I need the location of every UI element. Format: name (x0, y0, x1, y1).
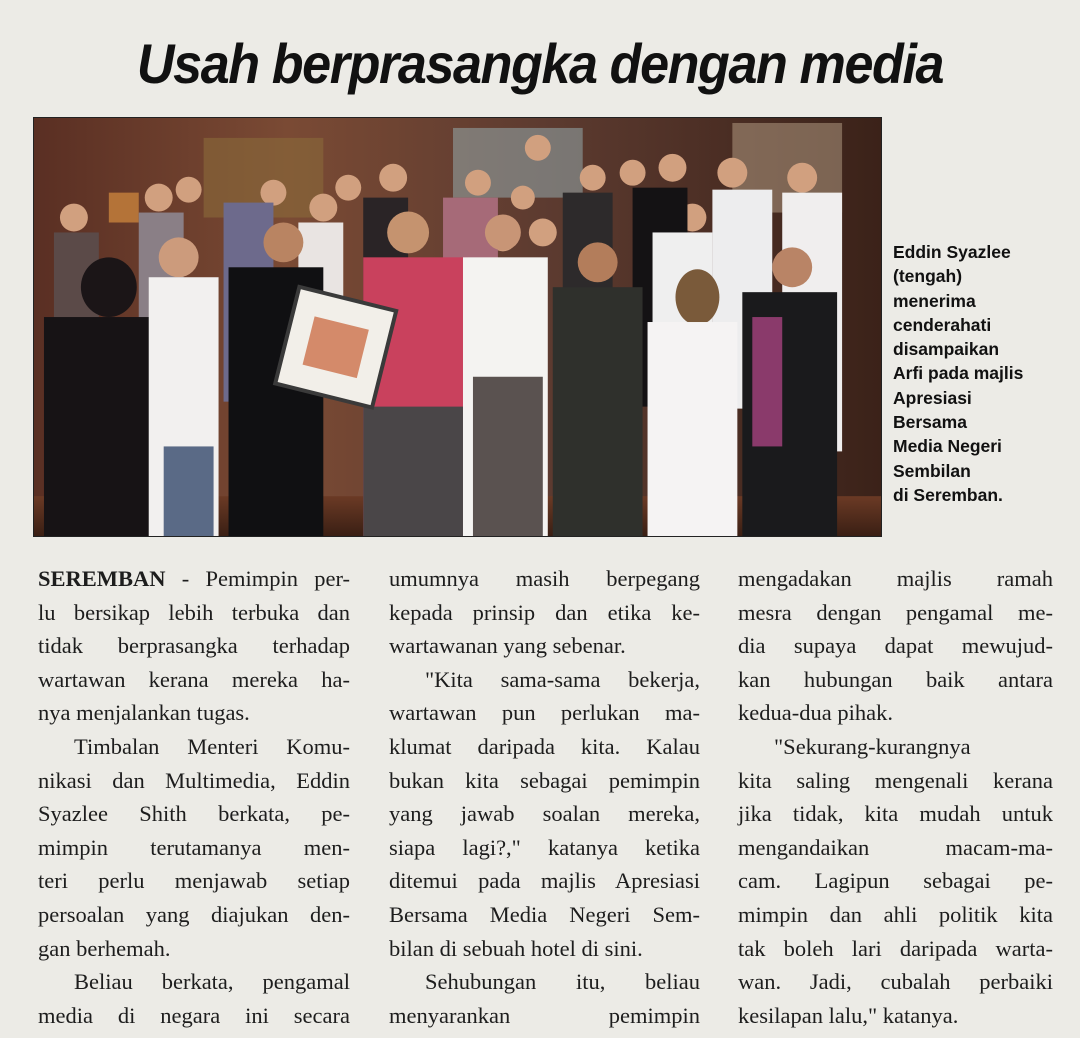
text-line: mengadakan majlis ramah (738, 566, 1053, 591)
text-line: kita saling mengenali kerana (738, 767, 1053, 793)
caption-line: Sembilan (893, 460, 971, 481)
text-line: klumat daripada kita. Kalau (389, 733, 700, 759)
text-line: nya menjalankan tugas. (38, 700, 250, 726)
text-line: wartawan pun perlukan ma- (389, 700, 700, 726)
article-column-1 (38, 562, 350, 1032)
text-line: mengandaikan macam-ma- (738, 834, 1053, 860)
text-line: teri perlu menjawab setiap (38, 868, 350, 894)
text-line: dia supaya dapat mewujud- (738, 633, 1053, 659)
text-line: ditemui pada majlis Apresiasi (389, 868, 700, 894)
text-line: tidak berprasangka terhadap (38, 633, 350, 659)
text-line: cam. Lagipun sebagai pe- (738, 868, 1053, 894)
text-line: kan hubungan baik antara (738, 666, 1053, 692)
text-line: wartawanan yang sebenar. (389, 633, 626, 659)
text-line: bukan kita sebagai pemimpin (389, 767, 700, 793)
text-line: lu bersikap lebih terbuka dan (38, 599, 350, 625)
text-line: persoalan yang diajukan den- (38, 901, 350, 927)
caption-line: Apresiasi (893, 387, 972, 408)
text-line (38, 562, 350, 596)
text-line: umumnya masih berpegang (389, 566, 700, 591)
text-line: Beliau berkata, pengamal (74, 969, 350, 995)
text-line: jika tidak, kita mudah untuk (738, 801, 1053, 827)
group-photo-image (34, 118, 881, 536)
caption-line: cenderahati (893, 314, 992, 335)
text-line: mesra dengan pengamal me- (738, 599, 1053, 625)
text-line: yang jawab soalan mereka, (389, 801, 700, 827)
caption-line: Media Negeri (893, 436, 1002, 457)
text-line: tak boleh lari daripada warta- (738, 935, 1053, 961)
text-line: wan. Jadi, cubalah perbaiki (738, 969, 1053, 995)
text-line: menyarankan pemimpin (389, 1002, 700, 1028)
text-line: nikasi dan Multimedia, Eddin (38, 767, 350, 793)
text-line: mimpin dan ahli politik kita (738, 901, 1053, 927)
article-column-3 (738, 562, 1053, 1032)
text-line: kepada prinsip dan etika ke- (389, 599, 700, 625)
text-line: bilan di sebuah hotel di sini. (389, 935, 643, 961)
caption-line: (tengah) (893, 266, 963, 287)
text-line: kedua-dua pihak. (738, 700, 893, 726)
text-line: "Kita sama-sama bekerja, (425, 666, 700, 692)
caption-line: di Seremban. (893, 484, 1003, 505)
text-line: media di negara ini secara (38, 1002, 350, 1028)
photo-caption (893, 240, 1075, 507)
caption-line: Eddin Syazlee (893, 242, 1011, 262)
article-column-2 (389, 562, 700, 1032)
text-line: kesilapan lalu," katanya. (738, 1002, 959, 1028)
caption-line: menerima (893, 290, 976, 311)
caption-line: Bersama (893, 412, 967, 433)
text-line: siapa lagi?," katanya ketika (389, 834, 700, 860)
text-line: Timbalan Menteri Komu- (74, 733, 350, 759)
text-line: Sehubungan itu, beliau (425, 969, 700, 995)
text-line: Bersama Media Negeri Sem- (389, 901, 700, 927)
caption-line: disampaikan (893, 339, 1000, 360)
text-fragment: - Pemimpin per- (165, 566, 350, 591)
text-line: gan berhemah. (38, 935, 171, 961)
text-line: Syazlee Shith berkata, pe- (38, 801, 350, 827)
text-line: wartawan kerana mereka ha- (38, 666, 350, 692)
dateline: SEREMBAN (38, 566, 166, 591)
news-photo (33, 117, 882, 537)
text-line: mimpin terutamanya men- (38, 834, 350, 860)
caption-line: Arfi pada majlis (893, 363, 1024, 384)
headline: Usah berprasangka dengan media (136, 32, 944, 95)
text-line: "Sekurang-kurangnya (774, 733, 971, 759)
